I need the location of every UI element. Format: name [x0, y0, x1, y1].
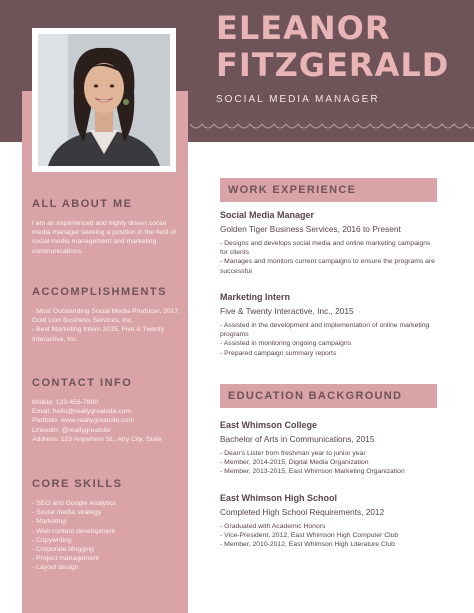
education-header	[220, 384, 437, 408]
school-bullets	[220, 522, 438, 550]
school-bullets	[220, 449, 438, 477]
skill-item: - Social media strategy	[32, 509, 102, 517]
accomplishment-item: - Best Marketing Intern 2015, Five & Twenty Interactive, Inc.	[32, 326, 165, 343]
school-bullet: - Vice-President, 2012, East Whimson High Computer Club	[220, 532, 399, 540]
contact-email: Email: hello@reallygreatsite.com	[32, 408, 132, 416]
job-bullets	[220, 321, 438, 358]
job-title: Social Media Manager	[220, 210, 315, 220]
skill-item: - Project management	[32, 555, 99, 563]
school-degree: Bachelor of Arts in Communications, 2015	[220, 434, 375, 444]
about-section	[32, 198, 182, 256]
scallop-border	[190, 118, 474, 132]
skill-item: - Layout design	[32, 564, 79, 572]
accomplishments-section	[32, 286, 182, 344]
school-bullet: - Graduated with Academic Honors	[220, 523, 326, 530]
skills-title: CORE SKILLS	[32, 478, 123, 490]
school-bullet: - Member, 2014-2015, Digital Media Organization	[220, 459, 369, 467]
skills-list	[32, 499, 182, 573]
school-bullet: - Member, 2010-2012, East Whimson High Literature Club	[220, 541, 395, 549]
contact-section	[32, 377, 182, 444]
contact-address: Address: 123 Anywhere St., Any City, State	[32, 435, 162, 443]
job-title: Marketing Intern	[220, 292, 291, 302]
job-bullets	[220, 239, 438, 276]
school-bullet: - Member, 2013-2015, East Whimson Marketing Organization	[220, 468, 405, 476]
skill-item: - Corporate blogging	[32, 546, 94, 554]
job-bullet: - Assisted in the development and implementation of online marketing programs	[220, 322, 430, 339]
school-degree: Completed High School Requirements, 2012	[220, 507, 385, 517]
school-entry	[220, 420, 438, 477]
school-entry	[220, 493, 438, 550]
work-experience-header	[220, 178, 437, 202]
school-name: East Whimson College	[220, 420, 318, 430]
accomplishment-item: - Most Outstanding Social Media Producer, 2017, Gold Lion Business Services, Inc.	[32, 308, 181, 325]
job-role: SOCIAL MEDIA MANAGER	[216, 94, 380, 105]
contact-mobile: Mobile: 123-456-7890	[32, 399, 99, 406]
portrait-illustration	[38, 34, 170, 166]
skill-item: - Marketing	[32, 518, 66, 526]
accomplishments-list	[32, 307, 182, 344]
profile-photo-frame	[32, 28, 176, 172]
school-bullet: - Dean's Lister from freshman year to junior year	[220, 450, 366, 457]
last-name: FITZGERALD	[216, 46, 450, 84]
first-name: ELEANOR	[216, 9, 391, 47]
job-bullet: - Designs and develops social media and online marketing campaigns for clients	[220, 240, 431, 257]
work-experience-title: WORK EXPERIENCE	[228, 184, 357, 196]
contact-title: CONTACT INFO	[32, 377, 133, 389]
job-org: Five & Twenty Interactive, Inc., 2015	[220, 306, 354, 316]
job-bullet: - Prepared campaign summary reports	[220, 349, 337, 357]
person-name	[216, 10, 449, 84]
job-org: Golden Tiger Business Services, 2016 to Present	[220, 224, 401, 234]
job-entry	[220, 292, 438, 358]
education-title: EDUCATION BACKGROUND	[228, 390, 403, 402]
contact-linkedin: LinkedIn: @reallygreatsite	[32, 426, 111, 434]
job-bullet: - Manages and monitors current campaigns to ensure the programs are successful	[220, 258, 435, 275]
job-bullet: - Assisted in monitoring ongoing campaigns	[220, 340, 352, 348]
contact-portfolio: Portfolio: www.reallygreatsite.com	[32, 417, 134, 425]
about-text: I am an experienced and highly driven social media manager seeking a position in the field of social media management and marketing communications.	[32, 220, 176, 255]
skill-item: - Copywriting	[32, 536, 72, 544]
profile-photo	[38, 34, 170, 166]
skill-item: - Web content development	[32, 527, 115, 535]
contact-list	[32, 398, 182, 444]
accomplishments-title: ACCOMPLISHMENTS	[32, 286, 167, 298]
skill-item: - SEO and Google Analytics	[32, 500, 117, 507]
job-entry	[220, 210, 438, 276]
about-title: ALL ABOUT ME	[32, 198, 133, 210]
school-name: East Whimson High School	[220, 493, 338, 503]
skills-section	[32, 478, 182, 573]
